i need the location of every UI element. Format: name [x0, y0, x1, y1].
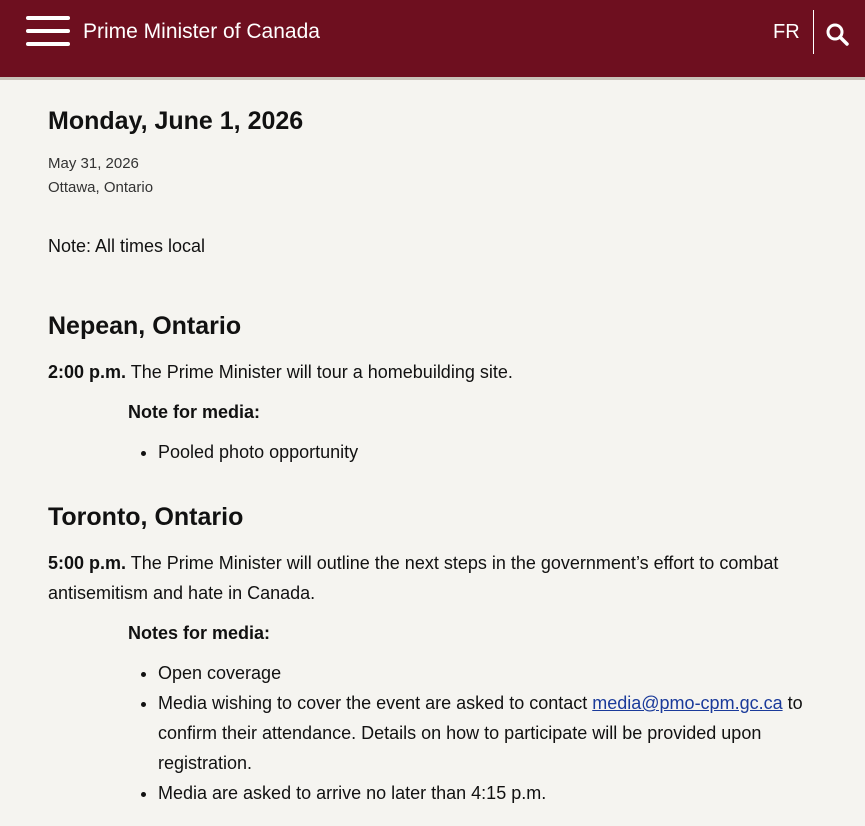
event-text: The Prime Minister will tour a homebuilding site.: [126, 362, 513, 382]
event-description: [48, 357, 818, 387]
main-content: [48, 104, 818, 808]
event-time: 2:00 p.m.: [48, 362, 127, 382]
publish-date: May 31, 2026: [48, 155, 139, 172]
list-item-text: Media wishing to cover the event are asked to contact: [158, 693, 593, 713]
list-item: • Pooled photo opportunity: [158, 437, 818, 467]
media-email-link[interactable]: media@pmo-cpm.gc.ca: [592, 693, 783, 713]
publish-location: Ottawa, Ontario: [48, 179, 154, 196]
event-description: [48, 548, 818, 608]
list-item: [158, 688, 818, 778]
media-notes-list: [48, 658, 818, 808]
page-title: Monday, June 1, 2026: [48, 107, 304, 135]
menu-icon[interactable]: [26, 16, 70, 46]
section-heading-toronto: Toronto, Ontario: [48, 503, 244, 531]
times-note: Note: All times local: [48, 236, 206, 256]
site-title[interactable]: Prime Minister of Canada: [83, 20, 320, 43]
search-icon[interactable]: [825, 22, 849, 46]
media-note-heading: Notes for media:: [128, 623, 271, 643]
section-heading-nepean: Nepean, Ontario: [48, 312, 242, 340]
language-toggle-link[interactable]: FR: [773, 21, 800, 43]
list-item: • Media are asked to arrive no later than 4:15 p.m.: [158, 778, 818, 808]
event-time: 5:00 p.m.: [48, 553, 127, 573]
media-notes-list: [48, 437, 818, 467]
list-item: • Open coverage: [158, 658, 818, 688]
header-divider: [813, 10, 814, 54]
top-bar: [0, 0, 865, 80]
event-text: The Prime Minister will outline the next steps in the government’s effort to combat antisemitism and hate in Canada.: [48, 553, 779, 603]
media-note-heading: Note for media:: [128, 402, 261, 422]
list-item-text: to confirm their attendance. Details on how to participate will be provided upon registration.: [158, 693, 803, 773]
